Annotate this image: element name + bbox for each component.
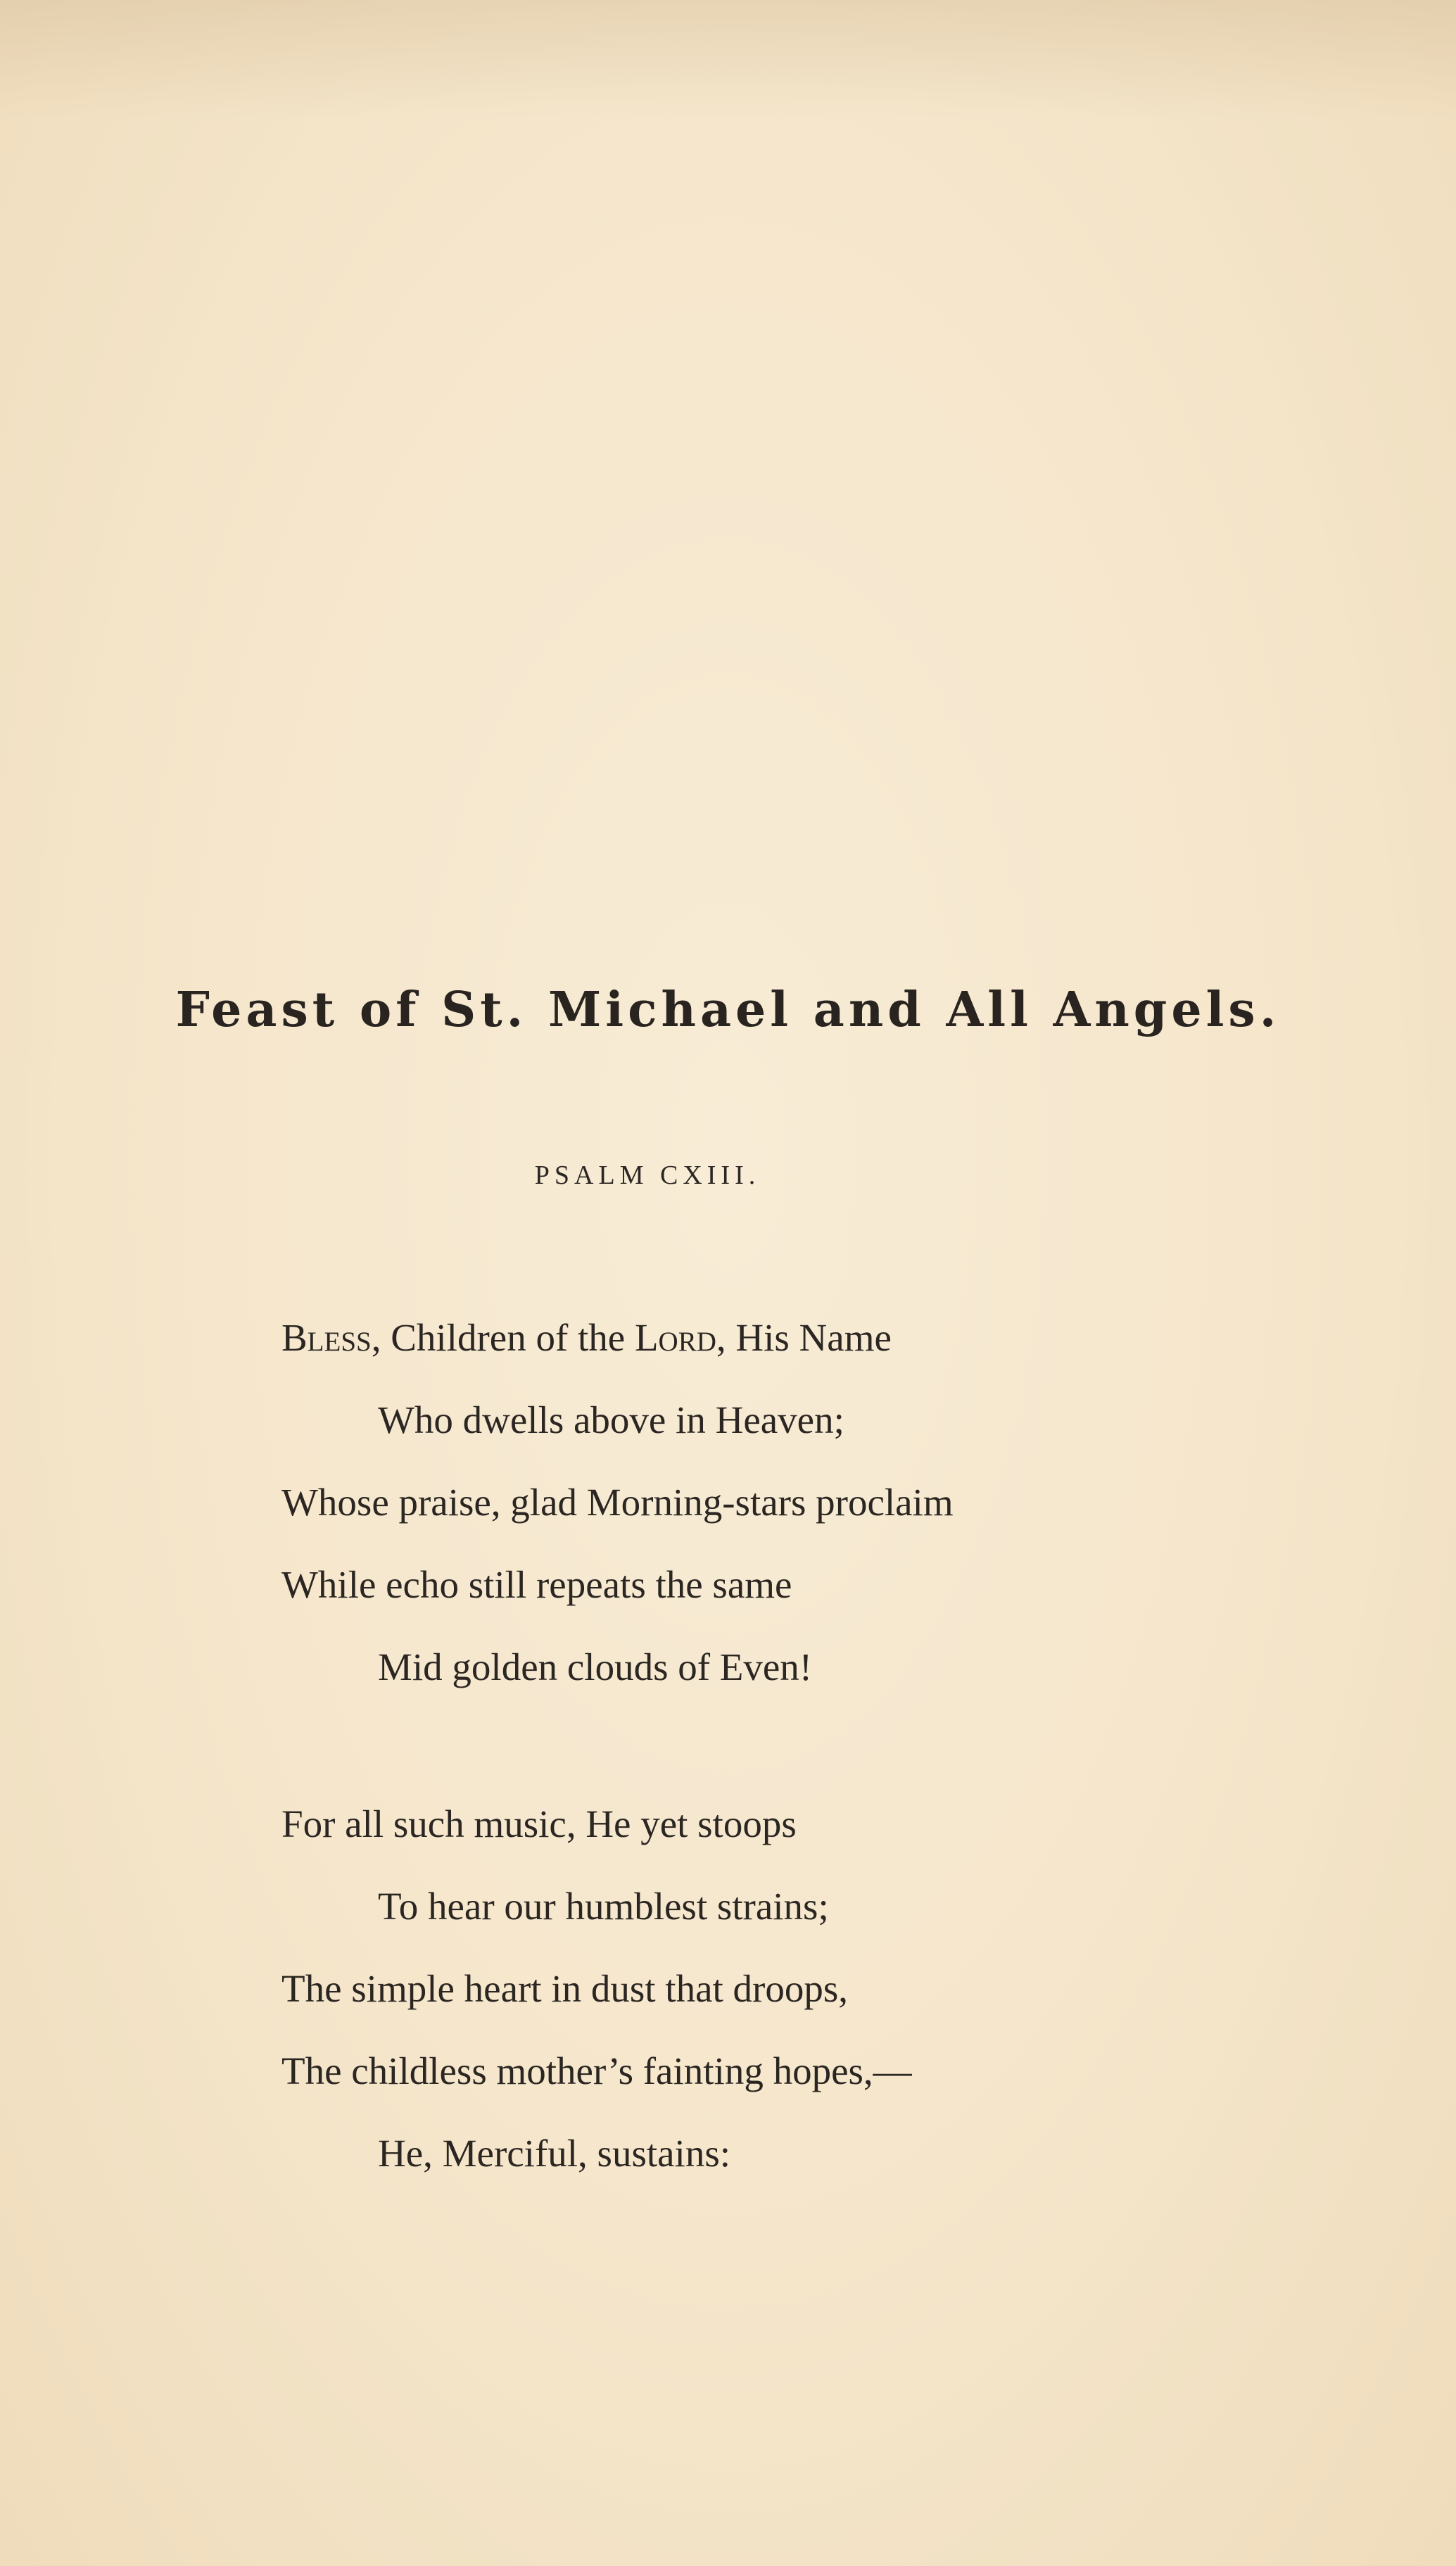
verse-line: He, Merciful, sustains: <box>378 2132 731 2175</box>
verse-line: To hear our humblest strains; <box>378 1885 829 1928</box>
verse-line: While echo still repeats the same <box>281 1563 792 1606</box>
page-fold-shadow <box>0 0 1456 120</box>
verse-line: Who dwells above in Heaven; <box>378 1398 844 1441</box>
stanza-2 <box>281 1783 1302 2194</box>
verse-text: , His Name <box>716 1316 892 1359</box>
verse-lead-word: Bless <box>281 1316 372 1359</box>
verse-lord-word: Lord <box>634 1316 716 1359</box>
verse-text: , Children of the <box>371 1316 635 1359</box>
verse-line <box>281 1296 1302 1379</box>
verse-line: For all such music, He yet stoops <box>281 1802 797 1845</box>
verse-line: Mid golden clouds of Even! <box>378 1645 813 1688</box>
stanza-1 <box>281 1296 1302 1708</box>
verse-line: The childless mother’s fainting hopes,— <box>281 2049 912 2092</box>
verse-line: Whose praise, glad Morning-stars proclaim <box>281 1481 954 1524</box>
psalm-heading: PSALM CXIII. <box>534 1161 761 1190</box>
verse-line: The simple heart in dust that droops, <box>281 1967 848 2010</box>
page-title: Feast of St. Michael and All Angels. <box>175 982 1281 1038</box>
